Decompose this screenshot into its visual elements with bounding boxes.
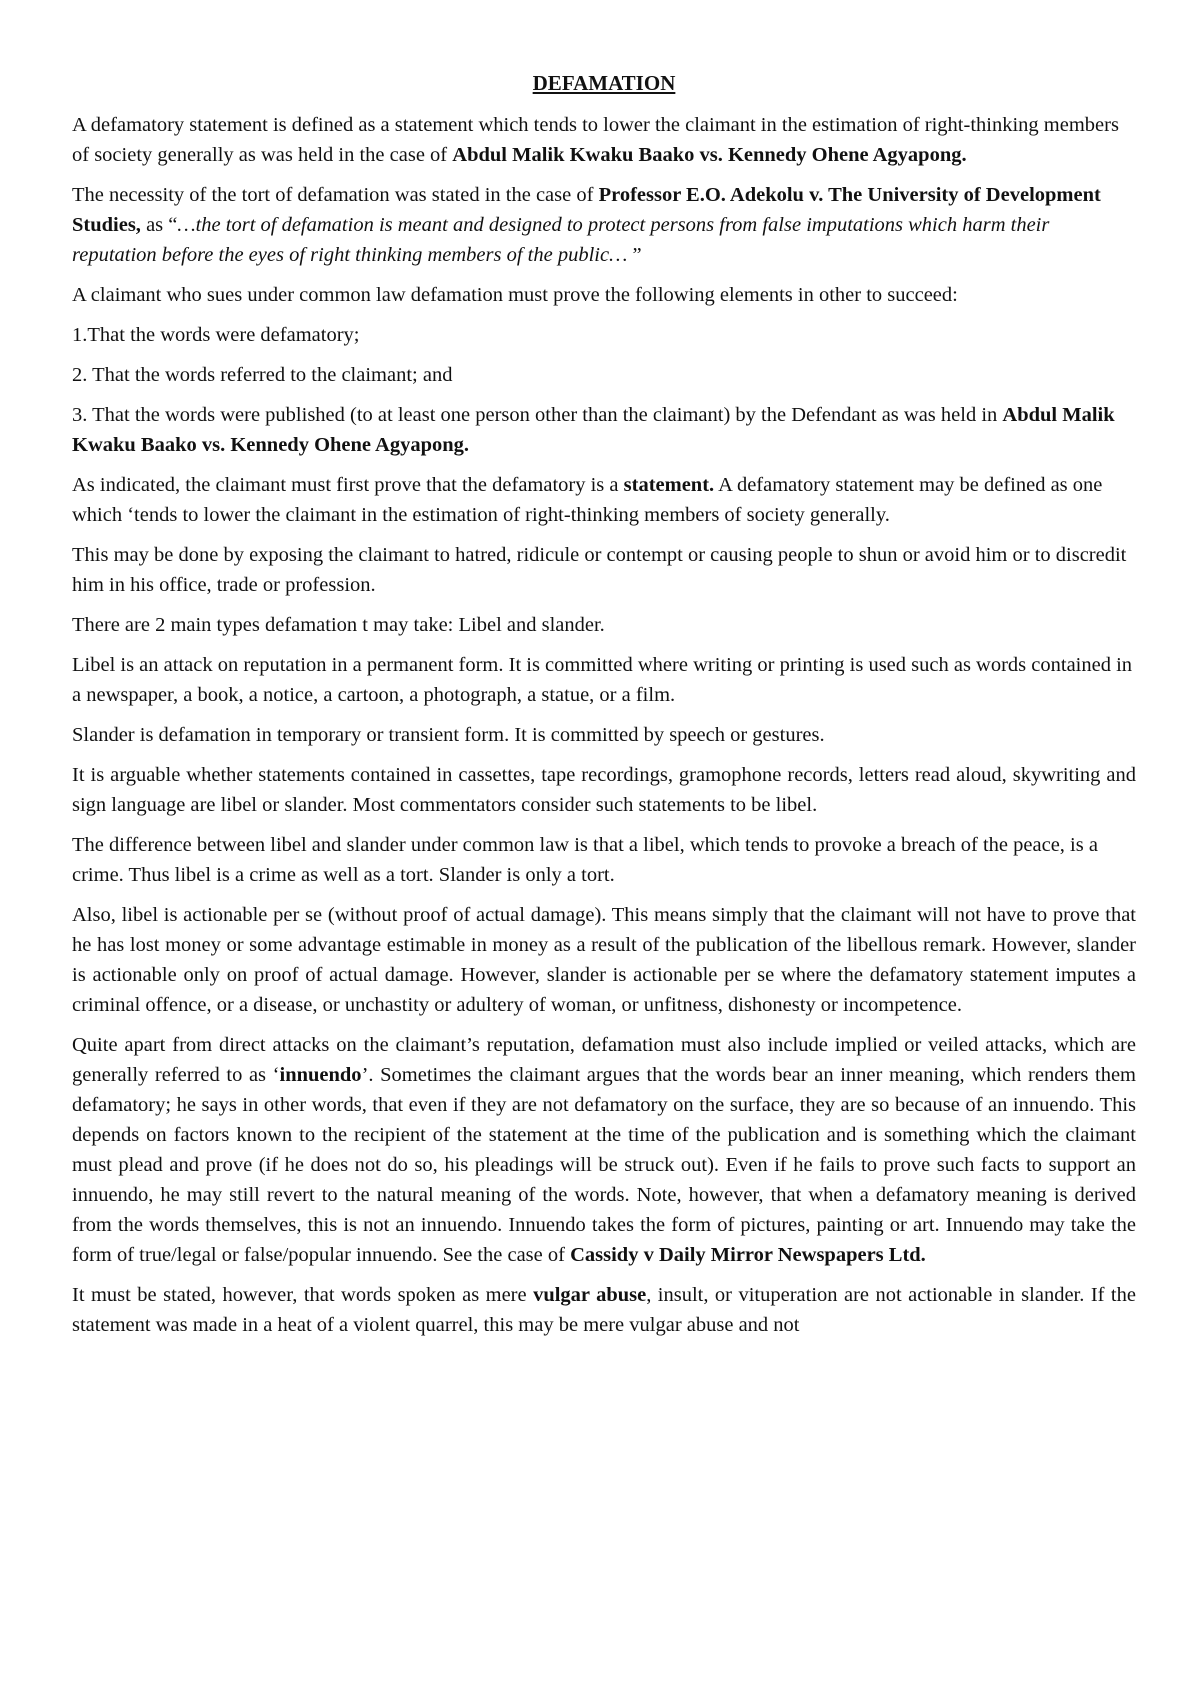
paragraph-text: As indicated, the claimant must first prove that the defamatory is a bbox=[72, 474, 624, 496]
case-citation: Cassidy v Daily Mirror Newspapers Ltd. bbox=[570, 1244, 926, 1266]
paragraph-actionable: Also, libel is actionable per se (without proof of actual damage). This means simply that the claimant will not have to prove that he has lost money or some advantage estimable in money as a result of the publication of the libellous remark. However, slander is actionable only on proof of actual damage. However, slander is actionable per se where the defamatory statement imputes a criminal offence, or a disease, or unchastity or adultery of woman, or unfitness, dishonesty or incompetence. bbox=[72, 904, 1136, 1016]
paragraph-exposure: This may be done by exposing the claimant to hatred, ridicule or contempt or causing people to shun or avoid him or to discredit him in his office, trade or profession. bbox=[72, 544, 1127, 596]
case-citation: Professor E.O. Adekolu v. The University of Development Studies, bbox=[72, 184, 1101, 236]
paragraph-arguable: It is arguable whether statements contained in cassettes, tape recordings, gramophone records, letters read aloud, skywriting and sign language are libel or slander. Most commentators consider such statements to be libel. bbox=[72, 764, 1136, 816]
paragraph-text: as “ bbox=[140, 214, 178, 236]
paragraph-statement bbox=[72, 470, 1136, 530]
list-item-element-2: 2. That the words referred to the claimant; and bbox=[72, 364, 453, 386]
document-title: DEFAMATION bbox=[532, 71, 676, 95]
list-item-element-1: 1.That the words were defamatory; bbox=[72, 324, 360, 346]
key-term: statement. bbox=[623, 474, 715, 496]
paragraph-text: A defamatory statement may be defined as one which ‘tends to lower the claimant in the estimation of right-thinking members of society generally. bbox=[72, 474, 1103, 526]
paragraph-text: ” bbox=[627, 244, 642, 266]
paragraph-innuendo bbox=[72, 1030, 1136, 1270]
case-citation: Abdul Malik Kwaku Baako vs. Kennedy Ohene Agyapong. bbox=[72, 404, 1115, 456]
paragraph-types: There are 2 main types defamation t may take: Libel and slander. bbox=[72, 614, 605, 636]
document-page bbox=[72, 68, 1136, 1350]
paragraph-text: ’. Sometimes the claimant argues that the words bear an inner meaning, which renders them defamatory; he says in other words, that even if they are not defamatory on the surface, they are so because of an innuendo. This depends on factors known to the recipient of the statement at the time of the publication and is something which the claimant must plead and prove (if he does not do so, his pleadings will be struck out). Even if he fails to prove such facts to support an innuendo, he may still revert to the natural meaning of the words. Note, however, that when a defamatory meaning is derived from the words themselves, this is not an innuendo. Innuendo takes the form of pictures, painting or art. Innuendo may take the form of true/legal or false/popular innuendo. See the case of bbox=[72, 1064, 1136, 1266]
paragraph-text: It must be stated, however, that words spoken as mere bbox=[72, 1284, 534, 1306]
paragraph-definition bbox=[72, 110, 1136, 170]
paragraph-text: , insult, or vituperation are not actionable in slander. If the statement was made in a heat of a violent quarrel, this may be mere vulgar abuse and not bbox=[72, 1284, 1136, 1336]
list-item-element-3 bbox=[72, 400, 1136, 460]
paragraph-slander: Slander is defamation in temporary or transient form. It is committed by speech or gestures. bbox=[72, 724, 825, 746]
paragraph-libel: Libel is an attack on reputation in a permanent form. It is committed where writing or printing is used such as words contained in a newspaper, a book, a notice, a cartoon, a photograph, a statue, or a film. bbox=[72, 654, 1133, 706]
paragraph-difference: The difference between libel and slander under common law is that a libel, which tends to provoke a breach of the peace, is a crime. Thus libel is a crime as well as a tort. Slander is only a tort. bbox=[72, 834, 1098, 886]
paragraph-text: 3. That the words were published (to at least one person other than the claimant) by the Defendant as was held in bbox=[72, 404, 1003, 426]
paragraph-text: Quite apart from direct attacks on the claimant’s reputation, defamation must also include implied or veiled attacks, which are generally referred to as ‘ bbox=[72, 1034, 1136, 1086]
key-term: innuendo bbox=[279, 1064, 362, 1086]
case-citation: Abdul Malik Kwaku Baako vs. Kennedy Ohene Agyapong. bbox=[452, 144, 967, 166]
paragraph-text: The necessity of the tort of defamation was stated in the case of bbox=[72, 184, 599, 206]
paragraph-elements-intro: A claimant who sues under common law defamation must prove the following elements in other to succeed: bbox=[72, 284, 958, 306]
quoted-text: …the tort of defamation is meant and designed to protect persons from false imputations which harm their reputation before the eyes of right thinking members of the public… bbox=[72, 214, 1050, 266]
key-term: vulgar abuse bbox=[533, 1284, 647, 1306]
paragraph-text: A defamatory statement is defined as a statement which tends to lower the claimant in the estimation of right-thinking members of society generally as was held in the case of bbox=[72, 114, 1119, 166]
paragraph-necessity bbox=[72, 180, 1136, 270]
paragraph-vulgar-abuse bbox=[72, 1280, 1136, 1340]
